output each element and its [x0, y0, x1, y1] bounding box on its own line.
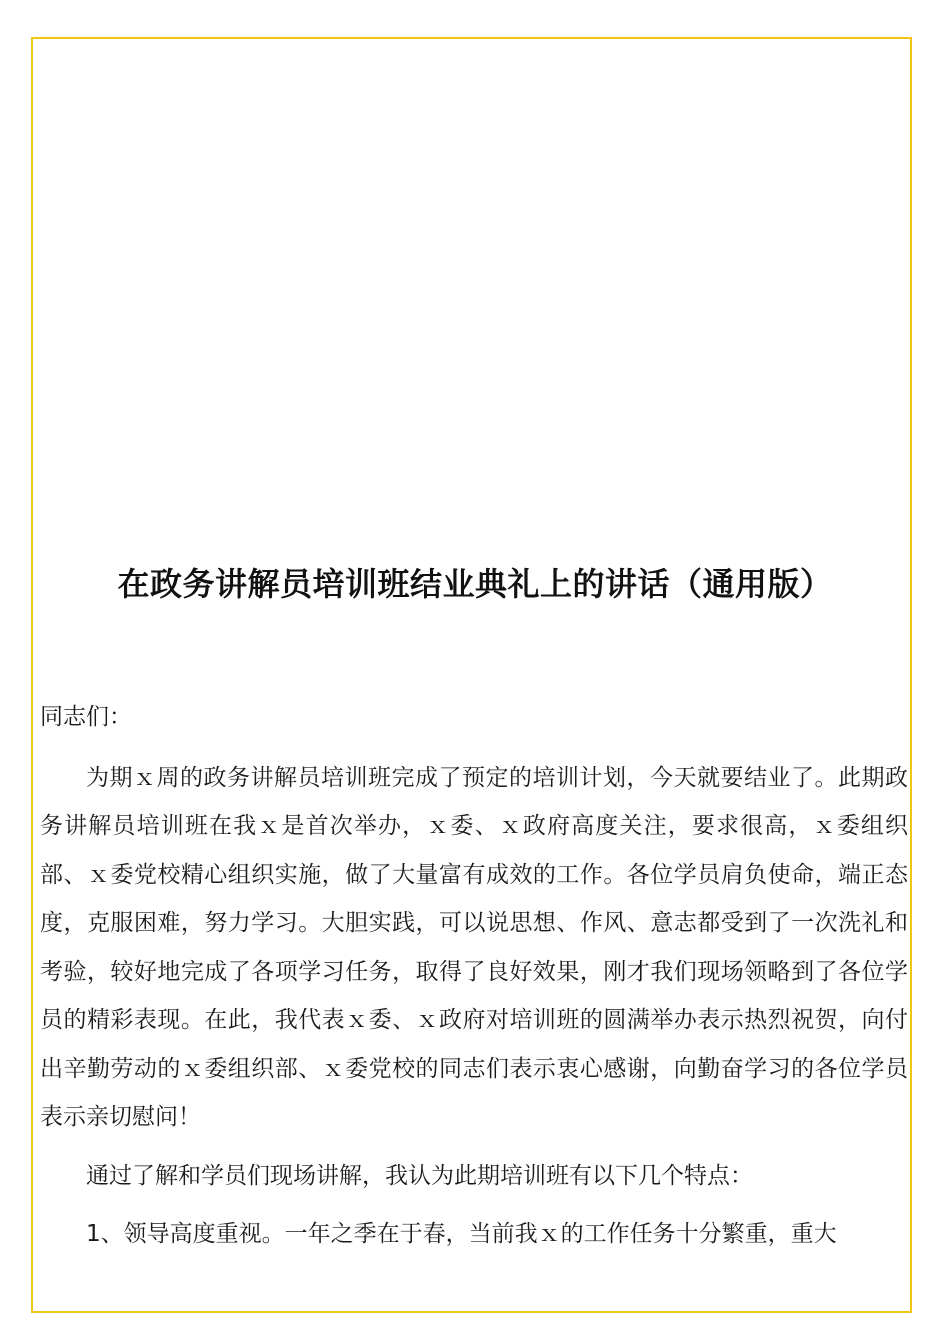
salutation: 同志们：	[40, 704, 132, 730]
body-paragraph-1: 为期ｘ周的政务讲解员培训班完成了预定的培训计划，今天就要结业了。此期政务讲解员培训班在我ｘ是首次举办，ｘ委、ｘ政府高度关注，要求很高，ｘ委组织部、ｘ委党校精心组织实施，做了大量富有成效的工作。各位学员肩负使命，端正态度，克服困难，努力学习。大胆实践，可以说思想、作风、意志都受到了一次洗礼和考验，较好地完成了各项学习任务，取得了良好效果，刚才我们现场领略到了各位学员的精彩表现。在此，我代表ｘ委、ｘ政府对培训班的圆满举办表示热烈祝贺，向付出辛勤劳动的ｘ委组织部、ｘ委党校的同志们表示衷心感谢，向勤奋学习的各位学员表示亲切慰问！	[40, 764, 908, 1130]
body-paragraph-2: 通过了解和学员们现场讲解，我认为此期培训班有以下几个特点：	[86, 1162, 753, 1189]
document-body	[40, 693, 908, 1269]
document-title: 在政务讲解员培训班结业典礼上的讲话（通用版）	[117, 565, 833, 603]
body-paragraph-3: 1、领导高度重视。一年之季在于春，当前我ｘ的工作任务十分繁重，重大	[86, 1221, 837, 1247]
